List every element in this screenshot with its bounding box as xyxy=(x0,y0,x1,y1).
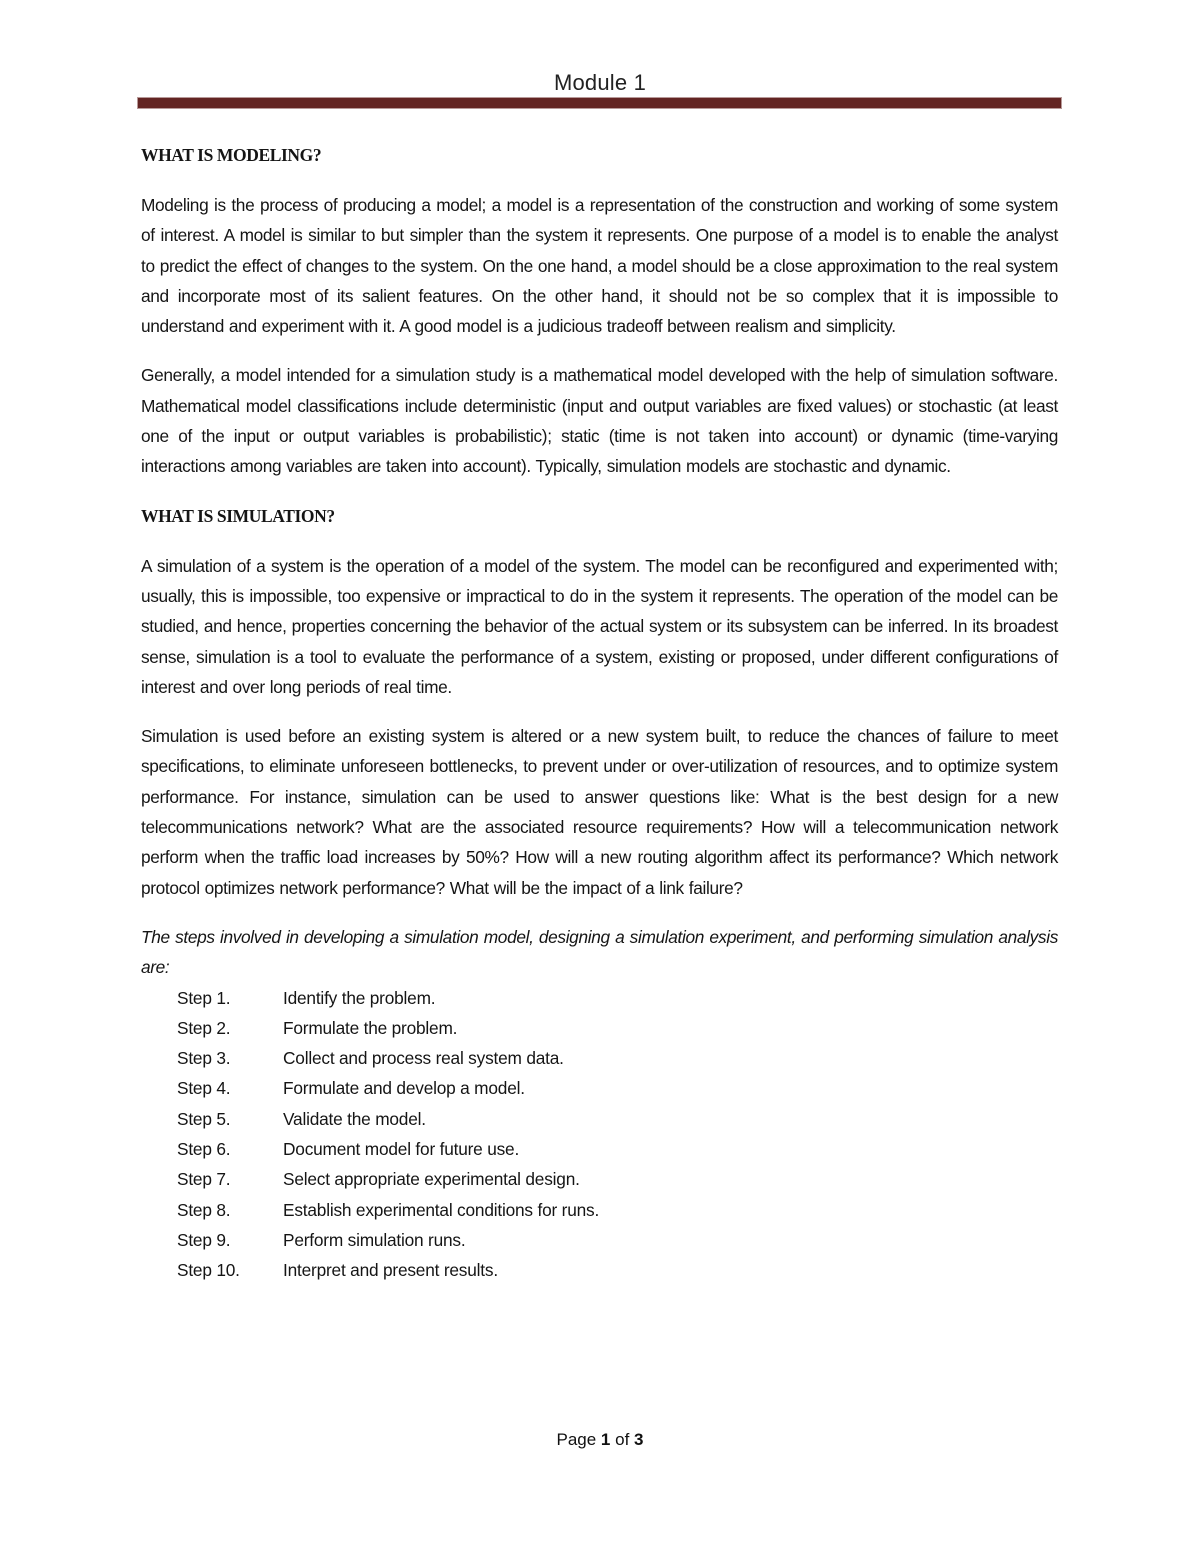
step-item xyxy=(141,1013,1058,1043)
section-simulation xyxy=(141,501,1058,903)
step-item xyxy=(141,1043,1058,1073)
step-text: Interpret and present results. xyxy=(283,1260,498,1281)
step-text: Establish experimental conditions for runs. xyxy=(283,1199,600,1220)
step-item xyxy=(141,1073,1058,1103)
step-label: Step 10. xyxy=(177,1260,240,1281)
steps-list xyxy=(141,983,1058,1286)
step-label: Step 4. xyxy=(177,1078,231,1099)
step-text: Identify the problem. xyxy=(283,987,436,1008)
section-heading: WHAT IS SIMULATION? xyxy=(141,505,335,526)
step-label: Step 3. xyxy=(177,1048,231,1069)
section-modeling xyxy=(141,140,1058,482)
paragraph: Simulation is used before an existing system is altered or a new system built, to reduce the chances of failure to meet specifications, to eliminate unforeseen bottlenecks, to prevent under or over-utilization of resources, and to optimize system performance. For instance, simulation can be used to answer questions like: What is the best design for a new telecommunications network? What are the associated resource requirements? How will a telecommunication network perform when the traffic load increases by 50%? How will a new routing algorithm affect its performance? Which network protocol optimizes network performance? What will be the impact of a link failure? xyxy=(141,726,1058,898)
steps-intro: The steps involved in developing a simulation model, designing a simulation experiment, and performing simulation analysis are: xyxy=(141,926,1058,978)
page-word: Page xyxy=(556,1430,597,1449)
header-divider-bar xyxy=(138,98,1061,108)
paragraph: Generally, a model intended for a simulation study is a mathematical model developed with the help of simulation software. Mathematical model classifications include deterministic (input and output variables are fixed values) or stochastic (at least one of the input or output variables is probabilistic); static (time is not taken into account) or dynamic (time-varying interactions among variables are taken into account). Typically, simulation models are stochastic and dynamic. xyxy=(141,365,1058,477)
step-label: Step 5. xyxy=(177,1108,231,1129)
total-pages-number: 3 xyxy=(634,1430,644,1449)
step-label: Step 9. xyxy=(177,1229,231,1250)
page-footer xyxy=(0,1430,1200,1450)
step-item xyxy=(141,1195,1058,1225)
step-text: Validate the model. xyxy=(283,1108,426,1129)
step-item xyxy=(141,1164,1058,1194)
section-heading: WHAT IS MODELING? xyxy=(141,145,322,165)
step-item xyxy=(141,1104,1058,1134)
step-label: Step 6. xyxy=(177,1139,231,1160)
current-page-number: 1 xyxy=(600,1430,611,1449)
step-item xyxy=(141,1255,1058,1285)
step-text: Perform simulation runs. xyxy=(283,1229,466,1250)
step-label: Step 1. xyxy=(177,987,231,1008)
step-label: Step 2. xyxy=(177,1017,231,1038)
step-label: Step 8. xyxy=(177,1199,231,1220)
step-text: Formulate the problem. xyxy=(283,1017,458,1038)
step-item xyxy=(141,1134,1058,1164)
step-text: Document model for future use. xyxy=(283,1139,520,1160)
step-text: Formulate and develop a model. xyxy=(283,1078,525,1099)
step-text: Collect and process real system data. xyxy=(283,1048,564,1069)
paragraph: A simulation of a system is the operation of a model of the system. The model can be reconfigured and experimented with; usually, this is impossible, too expensive or impractical to do in the system it represents. The operation of the model can be studied, and hence, properties concerning the behavior of the actual system or its subsystem can be inferred. In its broadest sense, simulation is a tool to evaluate the performance of a system, existing or proposed, under different configurations of interest and over long periods of real time. xyxy=(141,555,1058,697)
step-text: Select appropriate experimental design. xyxy=(283,1169,580,1190)
step-label: Step 7. xyxy=(177,1169,231,1190)
paragraph: Modeling is the process of producing a model; a model is a representation of the construction and working of some system of interest. A model is similar to but simpler than the system it represents. One purpose of a model is to enable the analyst to predict the effect of changes to the system. On the one hand, a model should be a close approximation to the real system and incorporate most of its salient features. On the other hand, it should not be so complex that it is impossible to understand and experiment with it. A good model is a judicious tradeoff between realism and simplicity. xyxy=(141,195,1058,337)
step-item xyxy=(141,983,1058,1013)
page-header-title: Module 1 xyxy=(553,70,647,95)
step-item xyxy=(141,1225,1058,1255)
of-word: of xyxy=(615,1430,630,1449)
document-body xyxy=(141,140,1058,1286)
